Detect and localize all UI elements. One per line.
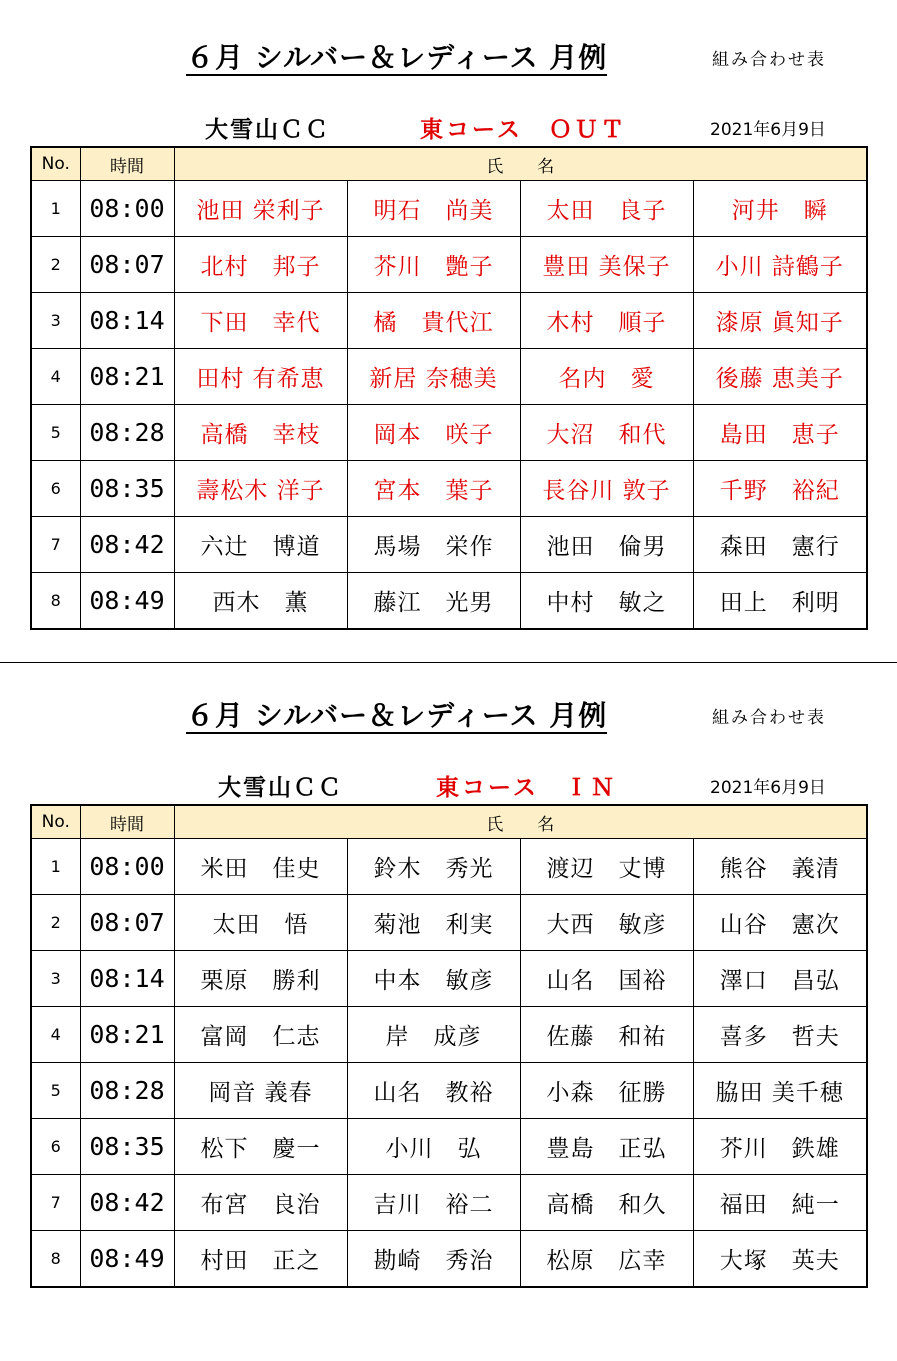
course-header [0, 774, 897, 804]
player-name: 芥川 鉄雄 [693, 1119, 867, 1175]
player-name: 村田 正之 [174, 1231, 347, 1288]
player-name: 橘 貴代江 [347, 293, 520, 349]
row-number: 1 [31, 181, 80, 237]
header-time: 時間 [80, 805, 174, 839]
player-name: 中本 敏彦 [347, 951, 520, 1007]
table-row [31, 181, 867, 237]
player-name: 漆原 眞知子 [693, 293, 867, 349]
player-name: 大沼 和代 [520, 405, 693, 461]
player-name: 島田 恵子 [693, 405, 867, 461]
player-name: 米田 佳史 [174, 839, 347, 895]
player-name: 名内 愛 [520, 349, 693, 405]
tee-time: 08:00 [80, 181, 174, 237]
player-name: 栗原 勝利 [174, 951, 347, 1007]
pairing-table [30, 146, 868, 630]
table-row [31, 405, 867, 461]
table-row [31, 1119, 867, 1175]
tee-time: 08:35 [80, 461, 174, 517]
row-number: 4 [31, 1007, 80, 1063]
page-title: ６月 シルバー＆レディース 月例 [186, 41, 608, 74]
table-header-row [31, 805, 867, 839]
player-name: 福田 純一 [693, 1175, 867, 1231]
tee-time: 08:14 [80, 951, 174, 1007]
tee-time: 08:07 [80, 237, 174, 293]
player-name: 喜多 哲夫 [693, 1007, 867, 1063]
header-no: No. [31, 805, 80, 839]
row-number: 7 [31, 1175, 80, 1231]
tee-time: 08:35 [80, 1119, 174, 1175]
player-name: 小森 征勝 [520, 1063, 693, 1119]
tee-time: 08:42 [80, 1175, 174, 1231]
player-name: 脇田 美千穂 [693, 1063, 867, 1119]
table-row [31, 1007, 867, 1063]
row-number: 3 [31, 293, 80, 349]
tee-time: 08:42 [80, 517, 174, 573]
player-name: 芥川 艶子 [347, 237, 520, 293]
table-body [31, 839, 867, 1288]
player-name: 河井 瞬 [693, 181, 867, 237]
tee-time: 08:49 [80, 573, 174, 630]
player-name: 宮本 葉子 [347, 461, 520, 517]
table-row [31, 839, 867, 895]
table-row [31, 951, 867, 1007]
player-name: 高橋 和久 [520, 1175, 693, 1231]
player-name: 池田 栄利子 [174, 181, 347, 237]
player-name: 太田 良子 [520, 181, 693, 237]
venue-name: 大雪山ＣＣ [205, 117, 330, 143]
player-name: 熊谷 義清 [693, 839, 867, 895]
player-name: 山名 教裕 [347, 1063, 520, 1119]
player-name: 佐藤 和祐 [520, 1007, 693, 1063]
table-row [31, 461, 867, 517]
row-number: 6 [31, 461, 80, 517]
player-name: 北村 邦子 [174, 237, 347, 293]
player-name: 小川 詩鶴子 [693, 237, 867, 293]
player-name: 山谷 憲次 [693, 895, 867, 951]
player-name: 明石 尚美 [347, 181, 520, 237]
row-number: 5 [31, 1063, 80, 1119]
player-name: 高橋 幸枝 [174, 405, 347, 461]
player-name: 松原 広幸 [520, 1231, 693, 1288]
row-number: 2 [31, 895, 80, 951]
player-name: 渡辺 丈博 [520, 839, 693, 895]
event-date: 2021年6月9日 [710, 778, 826, 798]
player-name: 菊池 利実 [347, 895, 520, 951]
player-name: 壽松木 洋子 [174, 461, 347, 517]
table-body [31, 181, 867, 630]
player-name: 太田 悟 [174, 895, 347, 951]
event-date: 2021年6月9日 [710, 120, 826, 140]
player-name: 大塚 英夫 [693, 1231, 867, 1288]
row-number: 3 [31, 951, 80, 1007]
tee-time: 08:21 [80, 1007, 174, 1063]
table-row [31, 895, 867, 951]
row-number: 8 [31, 1231, 80, 1288]
player-name: 布宮 良治 [174, 1175, 347, 1231]
course-name: 東コース ＯＵＴ [420, 117, 627, 143]
table-row [31, 1231, 867, 1288]
pairing-table [30, 804, 868, 1288]
page-subtitle: 組み合わせ表 [712, 708, 826, 728]
table-row [31, 573, 867, 630]
player-name: 吉川 裕二 [347, 1175, 520, 1231]
player-name: 豊島 正弘 [520, 1119, 693, 1175]
player-name: 鈴木 秀光 [347, 839, 520, 895]
player-name: 長谷川 敦子 [520, 461, 693, 517]
header-name: 氏 名 [174, 805, 867, 839]
player-name: 木村 順子 [520, 293, 693, 349]
player-name: 岸 成彦 [347, 1007, 520, 1063]
player-name: 田上 利明 [693, 573, 867, 630]
table-header-row [31, 147, 867, 181]
player-name: 田村 有希恵 [174, 349, 347, 405]
page-subtitle: 組み合わせ表 [712, 50, 826, 70]
player-name: 六辻 博道 [174, 517, 347, 573]
player-name: 森田 憲行 [693, 517, 867, 573]
player-name: 岡音 義春 [174, 1063, 347, 1119]
row-number: 6 [31, 1119, 80, 1175]
player-name: 新居 奈穂美 [347, 349, 520, 405]
player-name: 千野 裕紀 [693, 461, 867, 517]
row-number: 4 [31, 349, 80, 405]
tee-time: 08:14 [80, 293, 174, 349]
header-name: 氏 名 [174, 147, 867, 181]
table-row [31, 1063, 867, 1119]
tee-time: 08:49 [80, 1231, 174, 1288]
player-name: 勘崎 秀治 [347, 1231, 520, 1288]
row-number: 1 [31, 839, 80, 895]
player-name: 澤口 昌弘 [693, 951, 867, 1007]
course-name: 東コース ＩＮ [436, 775, 617, 801]
player-name: 松下 慶一 [174, 1119, 347, 1175]
tee-time: 08:21 [80, 349, 174, 405]
tee-time: 08:00 [80, 839, 174, 895]
player-name: 池田 倫男 [520, 517, 693, 573]
page-divider [0, 662, 897, 663]
player-name: 中村 敏之 [520, 573, 693, 630]
player-name: 豊田 美保子 [520, 237, 693, 293]
player-name: 後藤 恵美子 [693, 349, 867, 405]
player-name: 馬場 栄作 [347, 517, 520, 573]
tee-time: 08:28 [80, 405, 174, 461]
tee-time: 08:07 [80, 895, 174, 951]
row-number: 7 [31, 517, 80, 573]
player-name: 藤江 光男 [347, 573, 520, 630]
row-number: 2 [31, 237, 80, 293]
row-number: 8 [31, 573, 80, 630]
player-name: 大西 敏彦 [520, 895, 693, 951]
table-row [31, 349, 867, 405]
header-time: 時間 [80, 147, 174, 181]
player-name: 山名 国裕 [520, 951, 693, 1007]
table-row [31, 293, 867, 349]
player-name: 西木 薫 [174, 573, 347, 630]
player-name: 富岡 仁志 [174, 1007, 347, 1063]
course-header [0, 116, 897, 146]
venue-name: 大雪山ＣＣ [218, 775, 343, 801]
player-name: 小川 弘 [347, 1119, 520, 1175]
header-no: No. [31, 147, 80, 181]
table-row [31, 1175, 867, 1231]
row-number: 5 [31, 405, 80, 461]
tee-time: 08:28 [80, 1063, 174, 1119]
table-row [31, 237, 867, 293]
player-name: 下田 幸代 [174, 293, 347, 349]
player-name: 岡本 咲子 [347, 405, 520, 461]
page-title: ６月 シルバー＆レディース 月例 [186, 699, 608, 732]
table-row [31, 517, 867, 573]
